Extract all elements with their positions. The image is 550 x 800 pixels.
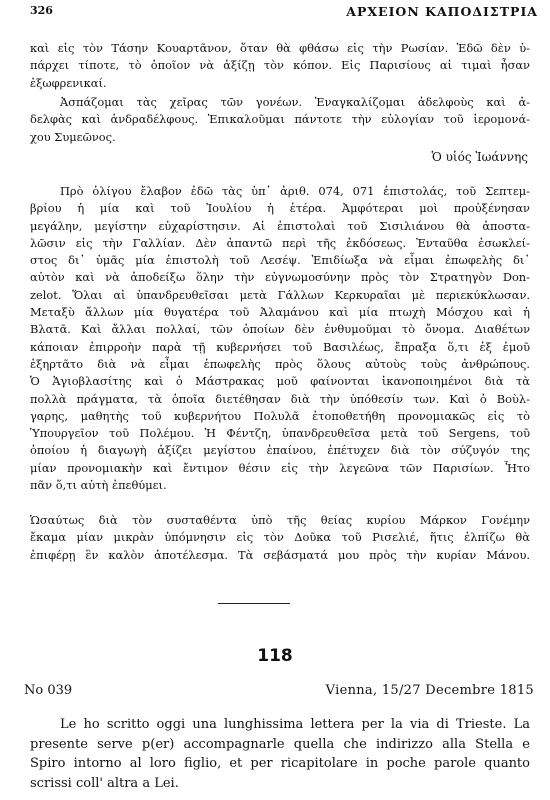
text-line: δελφὰς καὶ ἀνδραδέλφους. Ἐπικαλοῦμαι πάντοτε τὴν εὐλογίαν τοῦ ἱερομονά- <box>30 112 530 127</box>
paragraph-1 <box>30 40 530 92</box>
italian-letter-text <box>30 715 530 793</box>
text-line: πάρχει τίποτε, τὸ ὁποῖον νὰ ἀξίζῃ τὸν κόπον. Εἰς Παρισίους αἱ τιμαὶ ἦσαν <box>30 58 530 73</box>
text-line: βρίου ἡ μία καὶ τοῦ Ἰουλίου ἡ ἑτέρα. Ἀμφότεραι μοὶ προὐξένησαν <box>30 201 530 216</box>
page-number: 326 <box>30 4 53 17</box>
text-line: καὶ εἰς τὸν Τάσην Κουαρτᾶνον, ὅταν θὰ φθάσω εἰς τὴν Ρωσίαν. Ἐδῶ δὲν ὑ- <box>30 41 530 55</box>
paragraph-2 <box>30 94 530 146</box>
text-line: Ὑπουργεῖον τοῦ Πολέμου. Ἡ Φέντζη, ὑπανδρευθεῖσα μετὰ τοῦ Sergens, τοῦ <box>30 426 530 441</box>
text-line: γαρης, μαθητὴς τοῦ κυβερνήτου Πολυλᾶ ἐτοποθετήθη προνομιακῶς εἰς τὸ <box>30 408 530 423</box>
section-divider <box>218 603 290 604</box>
text-line: zelot. Ὅλαι αἱ ὑπανδρευθεῖσαι μετὰ Γάλλων Κερκυραῖαι μὲ περιεκύκλωσαν. <box>30 287 530 302</box>
text-line: Le ho scritto oggi una lunghissima lettera per la via di Trieste. La <box>60 717 530 732</box>
text-line: Ὡσαύτως διὰ τὸν συσταθέντα ὑπὸ τῆς θείας κυρίου Μάρκον Γονέμην <box>30 513 530 527</box>
page-header <box>30 4 538 22</box>
text-line: αὐτὸν καὶ νὰ ἀποδείξω ὅλην τὴν εὐγνωμοσύνην πρὸς τὸν Στρατηγὸν Don- <box>30 270 530 285</box>
text-line: Πρὸ ὀλίγου ἔλαβον ἐδῶ τὰς ὑπ᾽ ἀριθ. 074, 071 ἐπιστολάς, τοῦ Σεπτεμ- <box>60 184 530 198</box>
text-line: ἐξηρτᾶτο διὰ νὰ εἶμαι ἐπωφελὴς πρὸς ὅλους αὐτοὺς τοὺς ἀνθρώπους. <box>30 356 530 371</box>
paragraph-4 <box>30 512 530 564</box>
signature: Ὁ υἱός Ἰωάννης <box>431 150 528 164</box>
running-title: ΑΡΧΕΙΟΝ ΚΑΠΟΔΙΣΤΡΙΑ <box>346 4 538 19</box>
letter-meta <box>24 683 534 703</box>
text-line: λῶσιν εἰς τὴν Γαλλίαν. Δὲν ἀπαντῶ περὶ τῆς ἐκδόσεως. Ἐνταῦθα ἐσωκλεί- <box>30 235 530 250</box>
text-line: μίαν προνομιακὴν καὶ ἔντιμον θέσιν εἰς τὴν λεγεῶνα τῶν Παρισίων. Ἦτο <box>30 460 530 475</box>
text-line: Βλατᾶ. Καὶ ἄλλαι πολλαί, τῶν ὁποίων δὲν ἐνθυμοῦμαι τὸ ὄνομα. Διαθέτων <box>30 322 530 337</box>
text-line: ἐπιφέρῃ ἓν καλὸν ἀποτέλεσμα. Τὰ σεβάσματά μου πρὸς τὴν κυρίαν Μάνου. <box>30 547 530 562</box>
text-line: scrissi coll' altra a Lei. <box>30 775 179 791</box>
text-line: ὁποίου ἡ διαγωγὴ ἀξίζει μεγίστου ἐπαίνου, ἐπέτυχεν διὰ τὸν σύζυγόν της <box>30 443 530 458</box>
text-line: Ἀσπάζομαι τὰς χεῖρας τῶν γονέων. Ἐναγκαλίζομαι ἀδελφοὺς καὶ ἀ- <box>60 95 530 109</box>
place-date: Vienna, 15/27 Decembre 1815 <box>325 683 534 698</box>
letter-number: 118 <box>257 646 293 666</box>
text-line: μεγάλην, μεγίστην εὐχαρίστησιν. Αἱ ἐπιστολαὶ τοῦ Σισιλιάνου θὰ ἀποστα- <box>30 218 530 233</box>
text-line: presente serve p(er) accompagnarle quella che indirizzo alla Stella e <box>30 736 530 752</box>
text-line: ἔκαμα μίαν μικρὰν ὑπόμνησιν εἰς τὸν Δοῦκα τοῦ Ρισελιέ, ἥτις ἐλπίζω θὰ <box>30 530 530 545</box>
text-line: κάποιαν ἐπιρροὴν παρὰ τῇ κυβερνήσει τοῦ Βασιλέως, ἔπραξα ὅ,τι ἐξ ἐμοῦ <box>30 339 530 354</box>
text-line: ἐξωφρενικαί. <box>30 75 107 90</box>
document-id: No 039 <box>24 683 73 698</box>
text-line: Μεταξὺ ἄλλων μία θυγατέρα τοῦ Ἀλαμάνου καὶ μία πτωχὴ Μόσχου καὶ ἡ <box>30 305 530 320</box>
text-line: πολλὰ πράγματα, τὰ ὁποῖα διετέθησαν διὰ τὴν ὑπόθεσίν των. Καὶ ὁ Βοὺλ- <box>30 391 530 406</box>
text-line: πᾶν ὅ,τι αὐτὴ ἐπεθύμει. <box>30 478 167 493</box>
text-line: στος δι᾽ ὑμᾶς μία ἐπιστολὴ τοῦ Λεσέψ. Ἐπιδίωξα νὰ εἶμαι ἐπωφελὴς δι᾽ <box>30 253 530 268</box>
text-line: Ὁ Ἁγιοβλασίτης καὶ ὁ Μάστρακας μοῦ φαίνονται ἱκανοποιημένοι διὰ τὰ <box>30 374 530 389</box>
paragraph-3 <box>30 183 530 494</box>
text-line: χου Συμεῶνος. <box>30 129 116 144</box>
text-line: Spiro intorno al loro figlio, et per ricapitolare in poche parole quanto <box>30 756 530 771</box>
